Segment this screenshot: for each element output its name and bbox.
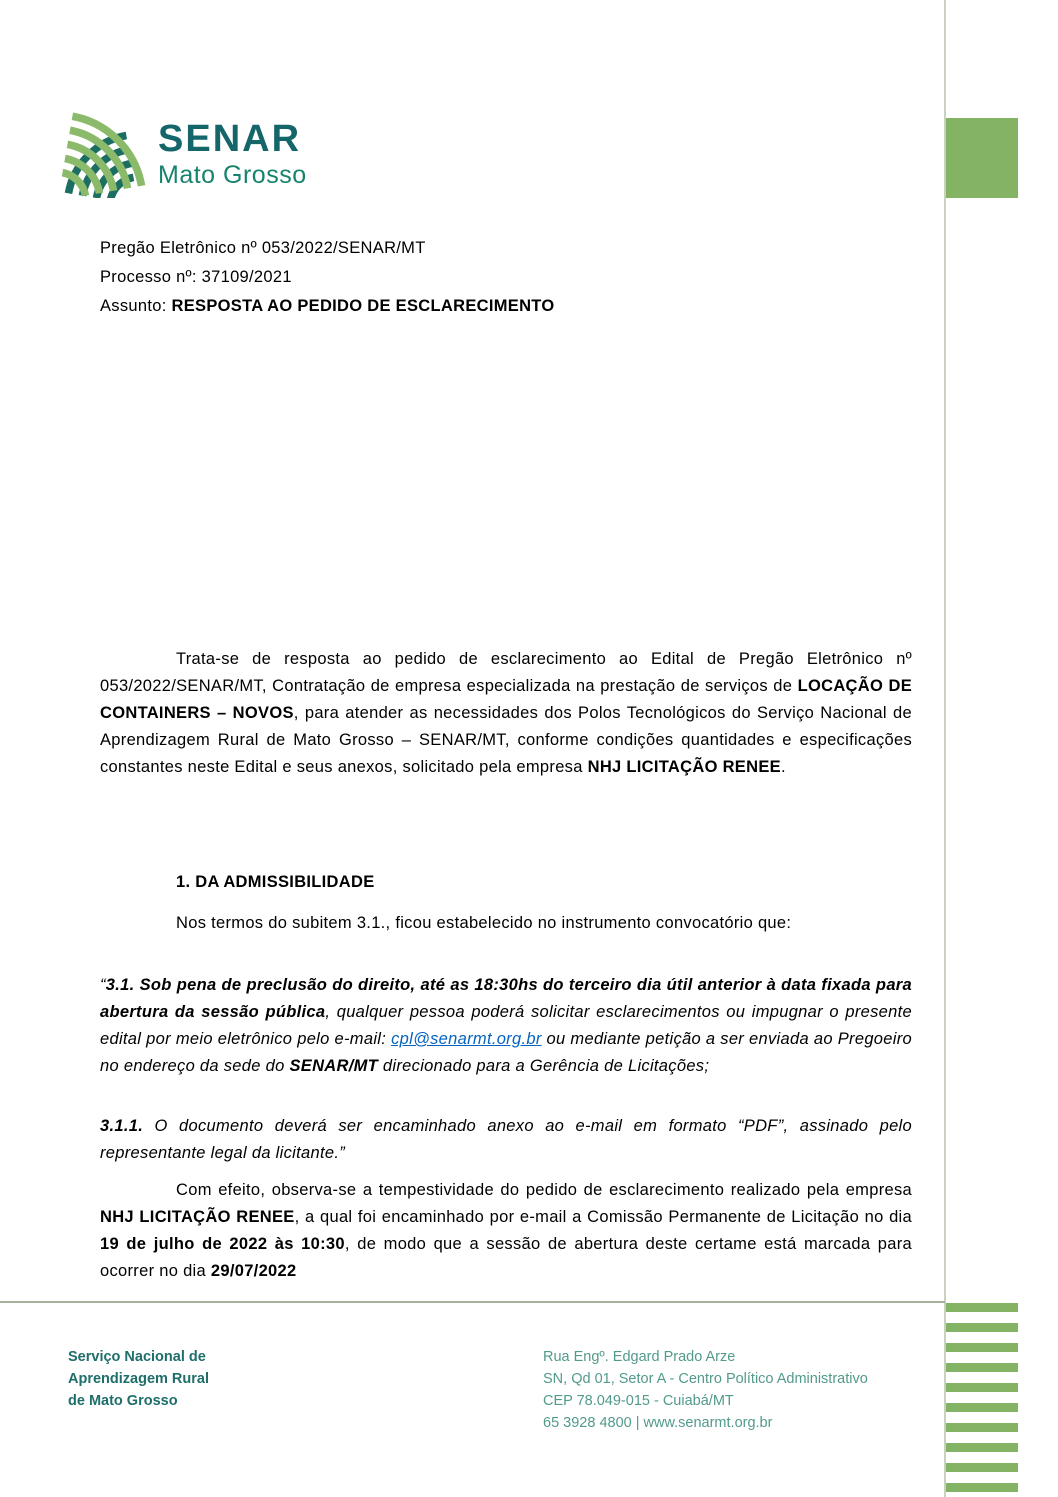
green-stripe	[946, 1443, 1018, 1452]
green-stripe	[946, 1463, 1018, 1472]
text-run: , a qual foi encaminhado por e-mail a Comissão Permanente de Licitação no dia	[294, 1208, 913, 1226]
green-stripe	[946, 1303, 1018, 1312]
footer-org-line: Serviço Nacional de	[68, 1349, 206, 1365]
footer-address-line: CEP 78.049-015 - Cuiabá/MT	[543, 1393, 734, 1409]
text-run: , de modo que a sessão de abertura deste certame está marcada para ocorrer no dia	[100, 1235, 912, 1280]
text-run: .	[780, 758, 786, 776]
text-run: NHJ LICITAÇÃO RENEE	[587, 758, 781, 776]
green-stripe	[946, 1383, 1018, 1392]
logo-text	[158, 110, 307, 189]
text-run: Assunto:	[100, 297, 172, 315]
green-stripe	[946, 1343, 1018, 1352]
text-run: Com efeito, observa-se a tempestividade do pedido de esclarecimento realizado pela empresa	[176, 1181, 912, 1199]
text-run: , qualquer pessoa poderá solicitar esclarecimentos ou impugnar o presente edital por meio eletrônico pelo e-mail:	[100, 1003, 912, 1048]
footer-address-line: Rua Engº. Edgard Prado Arze	[543, 1349, 736, 1365]
tempestividade-paragraph	[100, 1177, 912, 1285]
text-run: “	[100, 976, 106, 994]
footer-address	[543, 1346, 868, 1434]
intro-paragraph	[100, 646, 912, 781]
email-link[interactable]: cpl@senarmt.org.br	[391, 1030, 542, 1048]
text-run: O documento deverá ser encaminhado anexo ao e-mail em formato “PDF”, assinado pelo representante legal da licitante.”	[100, 1117, 912, 1162]
text-run: NHJ LICITAÇÃO RENEE	[100, 1208, 295, 1226]
text-run: 19 de julho de 2022 às 10:30	[100, 1235, 345, 1253]
text-run: direcionado para a Gerência de Licitações;	[378, 1057, 710, 1075]
text-run: SENAR/MT	[289, 1057, 379, 1075]
quote-3-1	[100, 972, 912, 1080]
text-run: Trata-se de resposta ao pedido de esclarecimento ao Edital de Pregão Eletrônico nº 053/2022/SENAR/MT, Contratação de empresa especializada na prestação de serviços de	[100, 650, 912, 695]
document-header	[100, 234, 912, 321]
text-run: 29/07/2022	[210, 1262, 297, 1280]
footer-address-line: 65 3928 4800 | www.senarmt.org.br	[543, 1415, 773, 1431]
footer-org-line: de Mato Grosso	[68, 1393, 178, 1409]
bottom-right-stripes	[946, 1303, 1018, 1497]
quote-3-1-1	[100, 1113, 912, 1167]
logo-region-text: Mato Grosso	[158, 160, 307, 189]
footer-org-name	[68, 1346, 209, 1412]
section-1-title: 1. DA ADMISSIBILIDADE	[176, 873, 375, 891]
logo-brand-text: SENAR	[158, 118, 302, 160]
green-stripe	[946, 1403, 1018, 1412]
text-run: RESPOSTA AO PEDIDO DE ESCLARECIMENTO	[171, 297, 555, 315]
senar-logo-icon	[48, 110, 148, 198]
text-run: , para atender as necessidades dos Polos Tecnológicos do Serviço Nacional de Aprendizagem Rural de Mato Grosso – SENAR/MT, conforme condições quantidades e especificações constantes neste Edital e seus anexos, solicitado pela empresa	[100, 704, 913, 776]
text-run: LOCAÇÃO DE CONTAINERS – NOVOS	[100, 677, 912, 722]
footer-separator-line	[0, 1301, 945, 1303]
senar-logo	[48, 110, 307, 198]
green-stripe	[946, 1483, 1018, 1492]
footer-address-line: SN, Qd 01, Setor A - Centro Político Administrativo	[543, 1371, 868, 1387]
text-run: 3.1. Sob pena de preclusão do direito, até as 18:30hs do terceiro dia útil anterior à data fixada para abertura da sessão pública	[100, 976, 912, 1021]
section-1-paragraph: Nos termos do subitem 3.1., ficou estabelecido no instrumento convocatório que:	[176, 914, 792, 932]
top-right-green-block	[946, 118, 1018, 198]
footer-org-line: Aprendizagem Rural	[68, 1371, 209, 1387]
text-run: ou mediante petição a ser enviada ao Pregoeiro no endereço da sede do	[100, 1030, 912, 1075]
right-margin-line	[944, 0, 946, 1497]
green-stripe	[946, 1423, 1018, 1432]
header-processo-line: Processo nº: 37109/2021	[100, 268, 292, 286]
header-assunto-line	[100, 292, 912, 321]
green-stripe	[946, 1363, 1018, 1372]
text-run: 3.1.1.	[100, 1117, 144, 1135]
green-stripe	[946, 1323, 1018, 1332]
header-pregao-line: Pregão Eletrônico nº 053/2022/SENAR/MT	[100, 239, 426, 257]
